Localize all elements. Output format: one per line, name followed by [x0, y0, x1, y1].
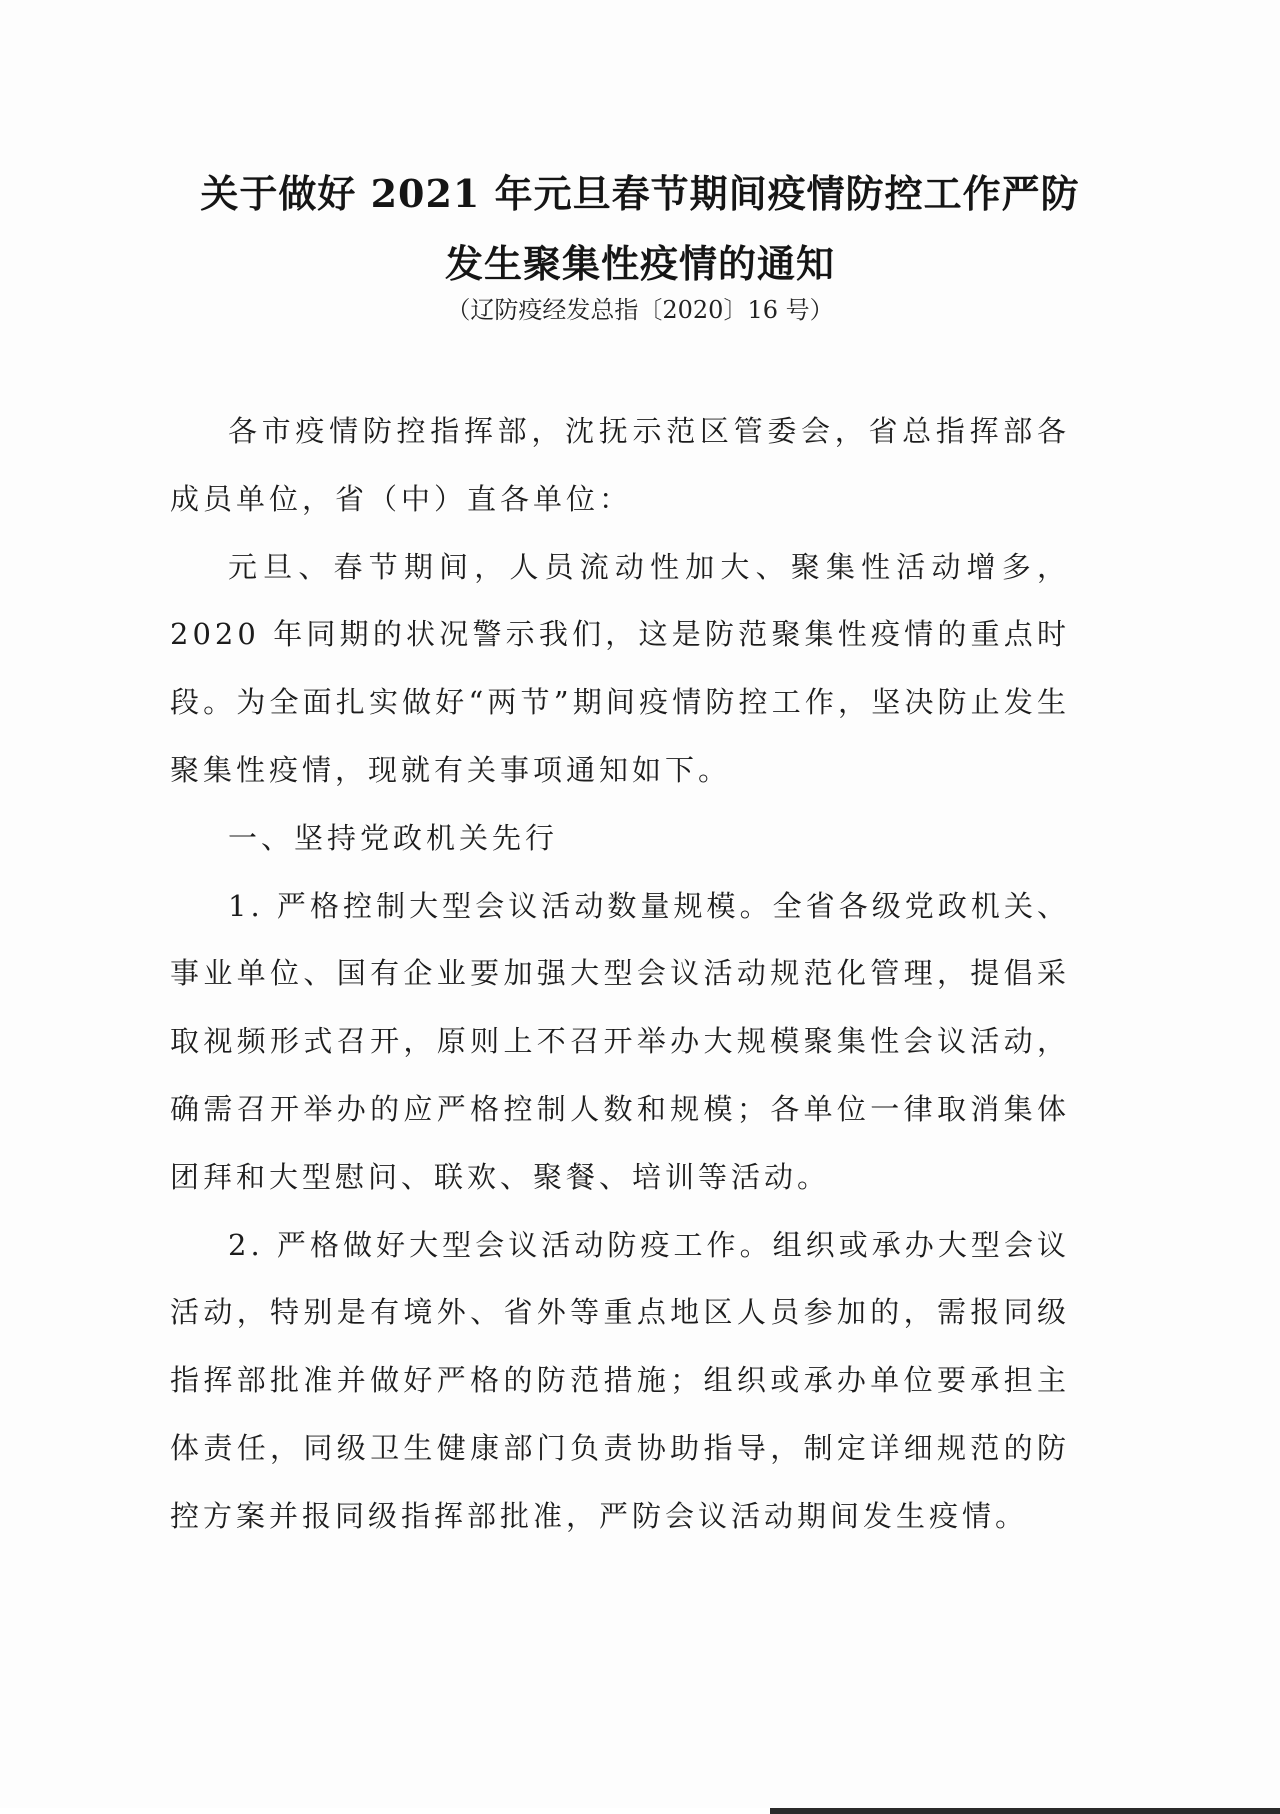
section-heading-1: 一、坚持党政机关先行 — [228, 820, 559, 855]
salutation: 各市疫情防控指挥部，沈抚示范区管委会，省总指挥部各成员单位，省（中）直各单位： — [170, 414, 1070, 516]
paragraph-item-1: 1. 严格控制大型会议活动数量规模。全省各级党政机关、事业单位、国有企业要加强大型会议活动规范化管理，提倡采取视频形式召开，原则上不召开举办大规模聚集性会议活动，确需召开举办的应严格控制人数和规模；各单位一律取消集体团拜和大型慰问、联欢、聚餐、培训等活动。 — [170, 888, 1070, 1194]
paragraph-intro: 元旦、春节期间，人员流动性加大、聚集性活动增多，2020 年同期的状况警示我们，这是防范聚集性疫情的重点时段。为全面扎实做好“两节”期间疫情防控工作，坚决防止发生聚集性疫情，现就有关事项通知如下。 — [170, 549, 1070, 787]
document-title-line-2: 发生聚集性疫情的通知 — [444, 241, 835, 286]
document-body — [170, 398, 1070, 1551]
document-number: （辽防疫经发总指〔2020〕16 号） — [446, 296, 834, 324]
document-title-line-1: 关于做好 2021 年元旦春节期间疫情防控工作严防 — [200, 171, 1080, 216]
paragraph-item-2: 2. 严格做好大型会议活动防疫工作。组织或承办大型会议活动，特别是有境外、省外等重点地区人员参加的，需报同级指挥部批准并做好严格的防范措施；组织或承办单位要承担主体责任，同级卫生健康部门负责协助指导，制定详细规范的防控方案并报同级指挥部批准，严防会议活动期间发生疫情。 — [170, 1227, 1070, 1533]
scan-bottom-edge-mask — [0, 1808, 770, 1814]
